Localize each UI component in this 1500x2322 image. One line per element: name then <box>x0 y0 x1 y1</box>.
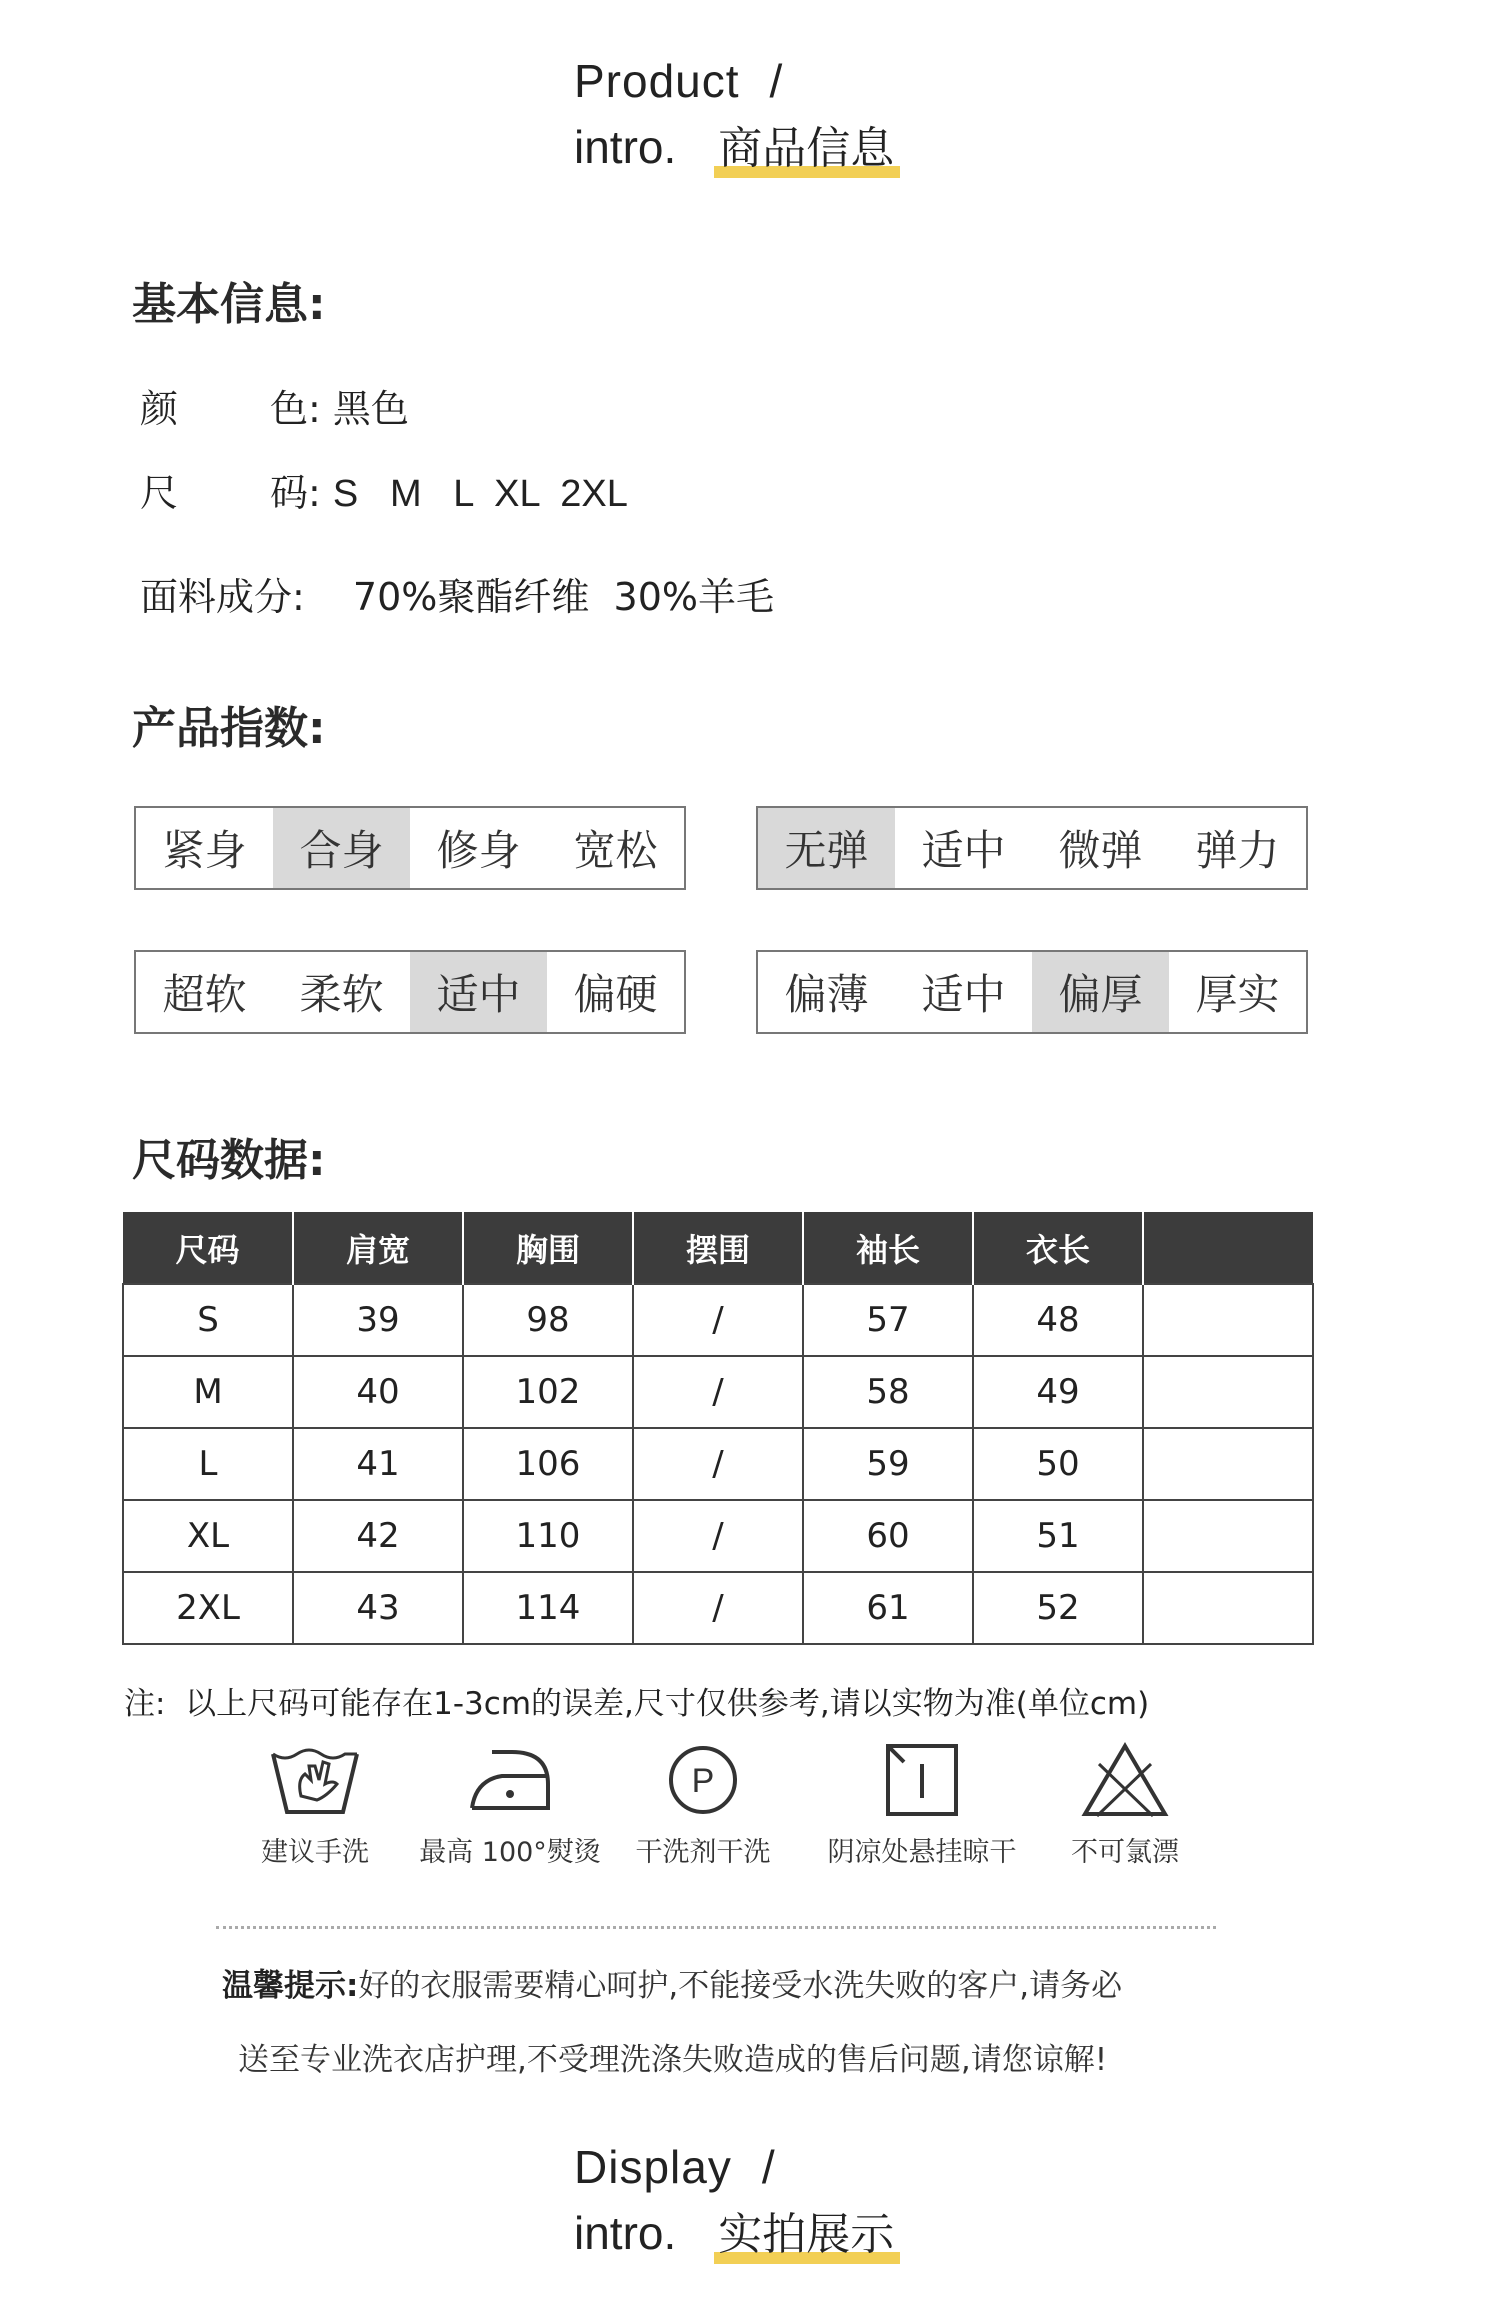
size-label-2: 码: <box>270 471 321 515</box>
cell <box>1143 1428 1313 1500</box>
divider <box>216 1926 1216 1929</box>
care-item-hand-wash <box>240 1740 390 1869</box>
size-note: 注: 以上尺码可能存在1-3cm的误差,尺寸仅供参考,请以实物为准(单位cm) <box>124 1686 1150 1722</box>
display-intro-header <box>574 2136 894 2268</box>
col-header: 尺码 <box>123 1212 293 1284</box>
care-label: 建议手洗 <box>261 1837 369 1868</box>
thickness-option: 适中 <box>921 970 1006 1019</box>
basic-info-title: 基本信息: <box>132 279 326 330</box>
no-bleach-icon <box>1077 1740 1173 1820</box>
table-row <box>123 1356 1313 1428</box>
col-header: 摆围 <box>633 1212 803 1284</box>
fit-option: 合身 <box>273 808 410 888</box>
fabric-label: 面料成分: <box>140 575 305 619</box>
table-row <box>123 1572 1313 1644</box>
softness-index <box>134 950 686 1034</box>
fabric-value: 70%聚酯纤维 30%羊毛 <box>352 575 774 619</box>
header-cn-title: 实拍展示 <box>718 2200 894 2270</box>
cell: L <box>123 1428 293 1500</box>
elastic-option: 无弹 <box>758 808 895 888</box>
fit-option: 修身 <box>436 826 521 875</box>
header-en-line1: Product <box>574 55 740 107</box>
cell: / <box>633 1572 803 1644</box>
fit-option: 紧身 <box>162 826 247 875</box>
care-label: 最高 100°熨烫 <box>419 1837 601 1868</box>
cell <box>1143 1356 1313 1428</box>
cell: / <box>633 1428 803 1500</box>
elastic-option: 微弹 <box>1058 826 1143 875</box>
hand-wash-icon <box>267 1740 363 1820</box>
header-en-line2: intro. <box>574 2207 677 2259</box>
product-intro-header <box>574 50 894 182</box>
cell: / <box>633 1500 803 1572</box>
cell: 49 <box>973 1356 1143 1428</box>
cell: 106 <box>463 1428 633 1500</box>
cell <box>1143 1284 1313 1356</box>
color-row <box>140 378 409 433</box>
cell: 61 <box>803 1572 973 1644</box>
fit-option: 宽松 <box>573 826 658 875</box>
cell: 60 <box>803 1500 973 1572</box>
size-label-1: 尺 <box>140 471 179 515</box>
cell <box>1143 1572 1313 1644</box>
softness-option: 柔软 <box>299 970 384 1019</box>
header-slash: / <box>761 2141 776 2193</box>
cell <box>1143 1500 1313 1572</box>
fit-index <box>134 806 686 890</box>
header-en-line2: intro. <box>574 121 677 173</box>
header-en-line1: Display <box>574 2141 732 2193</box>
table-header-row <box>123 1212 1313 1284</box>
color-value: 黑色 <box>332 387 409 431</box>
care-label: 不可氯漂 <box>1071 1837 1179 1868</box>
col-header: 衣长 <box>973 1212 1143 1284</box>
table-row <box>123 1428 1313 1500</box>
care-label: 干洗剂干洗 <box>635 1837 771 1868</box>
table-row <box>123 1500 1313 1572</box>
product-index-title: 产品指数: <box>132 703 326 754</box>
softness-option: 适中 <box>410 952 547 1032</box>
cell: / <box>633 1284 803 1356</box>
thickness-option: 偏薄 <box>784 970 869 1019</box>
cell: 50 <box>973 1428 1143 1500</box>
header-slash: / <box>769 55 784 107</box>
hang-dry-shade-icon <box>874 1740 970 1820</box>
col-header: 袖长 <box>803 1212 973 1284</box>
fabric-row <box>140 566 774 621</box>
cell: 57 <box>803 1284 973 1356</box>
cell: 58 <box>803 1356 973 1428</box>
cell: 43 <box>293 1572 463 1644</box>
cell: 59 <box>803 1428 973 1500</box>
cell: 98 <box>463 1284 633 1356</box>
tip-text-1: 好的衣服需要精心呵护,不能接受水洗失败的客户,请务必 <box>358 1968 1123 2004</box>
cell: 42 <box>293 1500 463 1572</box>
size-row <box>140 462 628 517</box>
softness-option: 偏硬 <box>573 970 658 1019</box>
cell: M <box>123 1356 293 1428</box>
care-item-hang-dry <box>812 1740 1032 1869</box>
cell: 39 <box>293 1284 463 1356</box>
elastic-index <box>756 806 1308 890</box>
care-tip-line2: 送至专业洗衣店护理,不受理洗涤失败造成的售后问题,请您谅解! <box>238 2042 1108 2078</box>
color-label-1: 颜 <box>140 387 179 431</box>
col-header: 胸围 <box>463 1212 633 1284</box>
size-data-title: 尺码数据: <box>132 1135 326 1186</box>
cell: 51 <box>973 1500 1143 1572</box>
table-row <box>123 1284 1313 1356</box>
cell: / <box>633 1356 803 1428</box>
cell: 102 <box>463 1356 633 1428</box>
cell: 2XL <box>123 1572 293 1644</box>
cell: S <box>123 1284 293 1356</box>
elastic-option: 适中 <box>921 826 1006 875</box>
cell: 114 <box>463 1572 633 1644</box>
color-label-2: 色: <box>270 387 321 431</box>
iron-icon <box>462 1740 558 1820</box>
svg-text:P: P <box>691 1762 715 1800</box>
dry-clean-icon <box>655 1740 751 1820</box>
cell: 41 <box>293 1428 463 1500</box>
cell: 110 <box>463 1500 633 1572</box>
tip-label: 温馨提示: <box>222 1968 359 2004</box>
care-tip-line1 <box>222 1960 1122 2005</box>
cell: 52 <box>973 1572 1143 1644</box>
size-table <box>122 1212 1314 1645</box>
cell: XL <box>123 1500 293 1572</box>
col-header: 肩宽 <box>293 1212 463 1284</box>
col-header <box>1143 1212 1313 1284</box>
care-label: 阴凉处悬挂晾干 <box>827 1837 1017 1868</box>
thickness-option: 厚实 <box>1195 970 1280 1019</box>
cell: 48 <box>973 1284 1143 1356</box>
header-cn-title: 商品信息 <box>718 114 894 184</box>
care-item-no-bleach <box>1050 1740 1200 1869</box>
thickness-index <box>756 950 1308 1034</box>
softness-option: 超软 <box>162 970 247 1019</box>
elastic-option: 弹力 <box>1195 826 1280 875</box>
care-item-dry-clean <box>628 1740 778 1869</box>
thickness-option: 偏厚 <box>1032 952 1169 1032</box>
size-value: S M L XL 2XL <box>332 473 628 515</box>
care-item-iron <box>410 1740 610 1869</box>
cell: 40 <box>293 1356 463 1428</box>
